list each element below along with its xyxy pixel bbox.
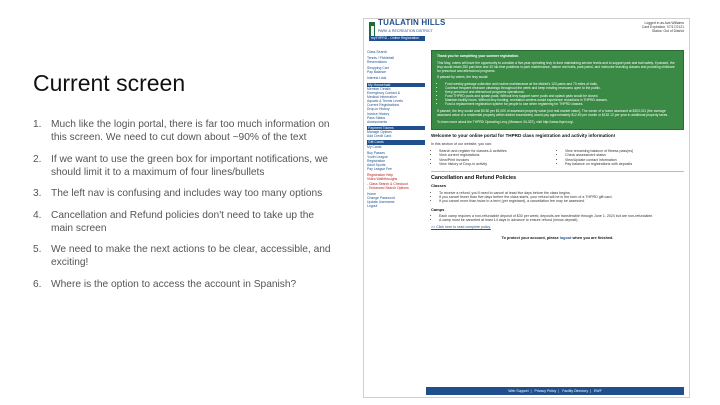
list-item: • To receive a refund, you'll need to cancel at least five days before the class begins. [439,191,684,195]
nav-item[interactable]: Assessments [367,119,388,124]
nav-item[interactable]: Aquatic & Tennis Levels [367,99,403,104]
classes-policy-list [431,191,684,204]
camps-policy-list [431,214,684,223]
nav-item[interactable]: Manage Options [367,130,392,135]
list-item: • Search and register for classes & activities [439,149,557,153]
note-number: 3. [33,188,42,199]
nav-group [367,83,425,124]
nav-item[interactable]: Invoice History [367,111,390,116]
logged-in-text: Logged in as Ava Williams [644,21,684,25]
org-name: TUALATIN HILLS [378,18,446,27]
portal-label: myTHPRD - Online Registration [369,36,425,41]
green-intro: Thank you for completing your summer registration. [437,54,520,58]
nav-group [367,192,425,208]
nav-item[interactable]: Adult Sports [367,163,386,168]
list-item: • If you cancel fewer than five days before the class starts, your refund will be in the form of a THPRD gift card. [439,195,684,199]
nav-item[interactable]: Tennis / Pickleball [367,56,394,61]
green-paragraph: To learn more about the THPRD Operating Levy (Measure 34-337), visit http://www.thprd.org/. [437,119,575,124]
nav-group [367,140,425,149]
nav-item[interactable]: Shopping Cart [367,66,389,71]
note-number: 4. [33,209,42,221]
note-number: 5. [33,244,42,255]
note-text: We need to make the next actions to be clear, accessible, and exciting! [51,244,331,268]
nav-group [367,173,425,189]
nav-group [367,151,425,171]
list-item: • View remaining balance of fitness pass(es) [565,149,683,153]
footer-bar: Web Support | Privacy Policy | Facility Directory | EWF [426,387,684,395]
nav-item[interactable]: Pass Status [367,115,386,120]
nav-section-header: Gift Cards [367,140,425,144]
note-text: If we want to use the green box for important notifications, we should limit it to a maximum of four lines/bullets [51,153,328,178]
card-expiration: Card Expiration: 07/17/2121 [641,25,684,29]
green-paragraph: This May, voters will have the opportunity to consider a five-year operating levy to fund maintaining service levels and to support park and trail safety. If passed, the levy would retain 250 part-time and 30 full-time positions in park maintenance, nature and trails, park patrol, and instructor teaching classes and providing childcare for preschool and afterschool programs. [437,60,675,73]
list-item: • Fund THPRD pools and splash pads. Without levy support some pools and splash pads would be closed. [445,94,678,98]
nav-item[interactable]: Logout [367,204,378,209]
nav-item[interactable]: Add Credit Card [367,134,392,139]
note-text: Where is the option to access the account in Spanish? [51,278,297,290]
main-content [431,50,684,240]
note-number: 6. [33,278,42,290]
portal-header [364,19,689,47]
list-item: • If you cancel more than twice in a term (per registrant), a cancellation fee may be assessed. [439,199,684,203]
classes-title: Classes [431,183,447,189]
nav-item[interactable]: Change Password [367,195,395,200]
protect-pre: To protect your account, please [501,235,559,240]
nav-item[interactable]: Youth League [367,155,388,159]
note-item [33,153,333,179]
footer-link[interactable]: Privacy Policy [534,389,557,393]
policy-link[interactable]: >> Click here to read complete policy. [431,225,491,230]
welcome-list-right [557,149,683,166]
welcome-columns [431,149,684,166]
portal-screenshot [363,18,690,398]
note-text: The left nav is confusing and includes way too many options [51,188,323,199]
logout-link[interactable]: logout [559,235,572,240]
footer-link[interactable]: Web Support [508,389,529,393]
logo-mark-icon [371,26,374,36]
note-text: Much like the login portal, there is far too much information on this screen. We need to cut down about ~90% of the text [51,119,330,143]
nav-item[interactable]: Emergency Contact & [367,91,400,96]
green-paragraph: If passed by voters, the levy would: [437,75,489,80]
note-item [33,243,333,269]
nav-section-header: My Household [367,83,425,87]
note-text: Cancellation and Refund policies don't need to take up the main screen [51,209,315,234]
list-item: • Continue frequent restroom cleanings throughout the week and keep existing restrooms open to the public. [445,86,678,90]
nav-item[interactable]: Medical Information [367,95,397,100]
nav-item[interactable]: Member Details [367,86,391,91]
welcome-subtitle: In this section of our website, you can: [431,141,492,146]
note-number: 1. [33,119,42,130]
nav-item[interactable]: Class Search [367,50,388,54]
list-item: • Each camp requires a non-refundable deposit of $30 per week; deposits are transferable through June 1, 2024 but are non-refundable. [439,214,684,218]
nav-help-item[interactable]: Registration Help [367,173,394,178]
list-item: • View/Update contact information [565,158,683,162]
protect-post: when you are finished. [572,235,614,240]
account-info [642,21,684,33]
note-item [33,118,333,144]
list-item: • Fund weekly garbage collection and routine maintenance at the district's 120 parks and 70 miles of trails. [445,82,678,86]
nav-help-item[interactable]: - Enhanced Search Options [367,185,409,190]
note-number: 2. [33,153,42,165]
notification-box [431,50,684,130]
nav-item[interactable]: Home [367,191,377,196]
list-item: • Fund a replacement registration system for people to use when registering for THPRD classes. [445,102,678,106]
nav-item[interactable]: Pay League Fee [367,167,392,172]
divider [431,171,684,172]
nav-item[interactable]: Registration [367,159,386,164]
green-paragraph: If passed, the levy would cost $0.50 per $1,000 of assessed property value (not real market value). The owner of a home assessed at $303,021 (the average assessed value of a residential property within district boundaries) would pay approximately $12.69 per month or $152.12 per year in additional property taxes. [437,109,669,118]
nav-item[interactable]: Reservations [367,60,387,65]
green-bullets [437,82,678,107]
note-item [33,278,333,291]
nav-group [367,126,425,139]
note-item [33,209,333,235]
nav-group [367,50,425,81]
nav-item[interactable]: Interest Lists [367,76,387,81]
notes-list [33,118,333,299]
nav-help-item[interactable]: Video Walkthroughs [367,177,398,182]
footer-link[interactable]: Facility Directory [562,389,589,393]
list-item: • View history of Drop-in activity [439,162,557,166]
org-subtitle: PARK & RECREATION DISTRICT [378,29,433,33]
slide-title: Current screen [33,70,186,96]
list-item: • Keep preschool and afterschool programs operational. [445,90,678,94]
nav-item[interactable]: Buy Passes [367,150,385,155]
account-status: Status: Out of District [651,29,684,33]
camps-title: Camps [431,206,445,212]
welcome-list-left [431,149,557,166]
nav-item[interactable]: My Cards [367,144,382,149]
nav-section-header: Payment Tokens [367,126,425,130]
protect-notice [431,236,684,240]
footer-link[interactable]: EWF [593,389,602,393]
cancel-policy-title: Cancellation and Refund Policies [431,175,517,182]
nav-item[interactable]: Drop-in History [367,107,390,112]
list-item: • A camp must be canceled at least 14 days in advance to ensure refund (minus deposit). [439,218,684,222]
welcome-title: Welcome to your online portal for THPRD class registration and activity information! [431,133,616,139]
list-item: • View current registrations [439,153,557,157]
nav-item[interactable]: Current Registrations [367,103,400,108]
nav-item[interactable]: Update Username [367,199,395,204]
list-item: • View/Print invoices [439,158,557,162]
nav-item[interactable]: Pay Balance [367,70,387,75]
list-item: • Check assessment status [565,153,683,157]
left-nav [367,50,425,210]
note-item [33,187,333,200]
nav-help-item[interactable]: - Class Search & Checkout [367,181,408,186]
list-item: • Pay balance on registrations with deposits [565,162,683,166]
list-item: • Maintain facility hours. Without levy funding, recreation centers would experience reductions in THPRD classes. [445,98,678,102]
